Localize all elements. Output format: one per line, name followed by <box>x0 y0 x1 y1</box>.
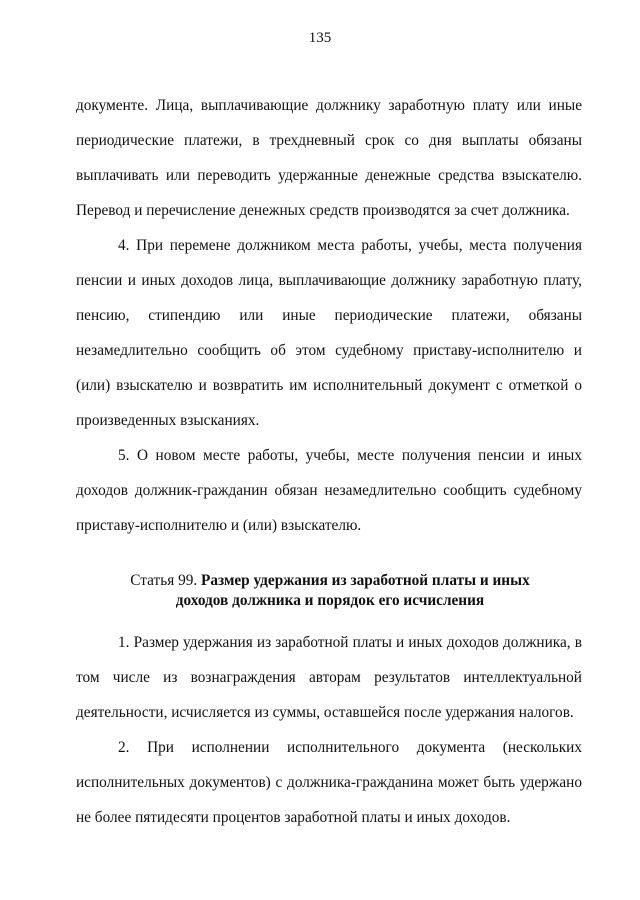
article-title-line-2: доходов должника и порядок его исчисления <box>175 592 485 609</box>
page-number: 135 <box>308 30 332 46</box>
article-heading <box>76 571 582 611</box>
article-label: Статья 99. <box>130 572 198 589</box>
paragraph-item-4: 4. При перемене должником места работы, учебы, места получения пенсии и иных доходов лица, выплачивающие должнику заработную плату, пенсию, стипендию или иные периодические платежи, обязаны незамедлительно сообщить об этом судебному приставу-исполнителю и (или) взыскателю и возвратить им исполнительный документ с отметкой о произведенных взысканиях. <box>76 237 582 429</box>
document-body <box>76 88 582 835</box>
paragraph-item-5: 5. О новом месте работы, учебы, месте получения пенсии и иных доходов должник-гражданин обязан незамедлительно сообщить судебному приставу-исполнителю и (или) взыскателю. <box>76 447 582 534</box>
article-paragraph-1: 1. Размер удержания из заработной платы и иных доходов должника, в том числе из вознаграждения авторам результатов интеллектуальной деятельности, исчисляется из суммы, оставшейся после удержания налогов. <box>76 634 582 721</box>
article-paragraph-2: 2. При исполнении исполнительного документа (нескольких исполнительных документов) с должника-гражданина может быть удержано не более пятидесяти процентов заработной платы и иных доходов. <box>76 739 582 826</box>
article-title-line-1: Размер удержания из заработной платы и иных <box>201 572 530 589</box>
paragraph-continuation: документе. Лица, выплачивающие должнику заработную плату или иные периодические платежи, в трехдневный срок со дня выплаты обязаны выплачивать или переводить удержанные денежные средства взыскателю. Перевод и перечисление денежных средств производятся за счет должника. <box>76 97 582 219</box>
article-heading-line-1 <box>78 571 582 591</box>
